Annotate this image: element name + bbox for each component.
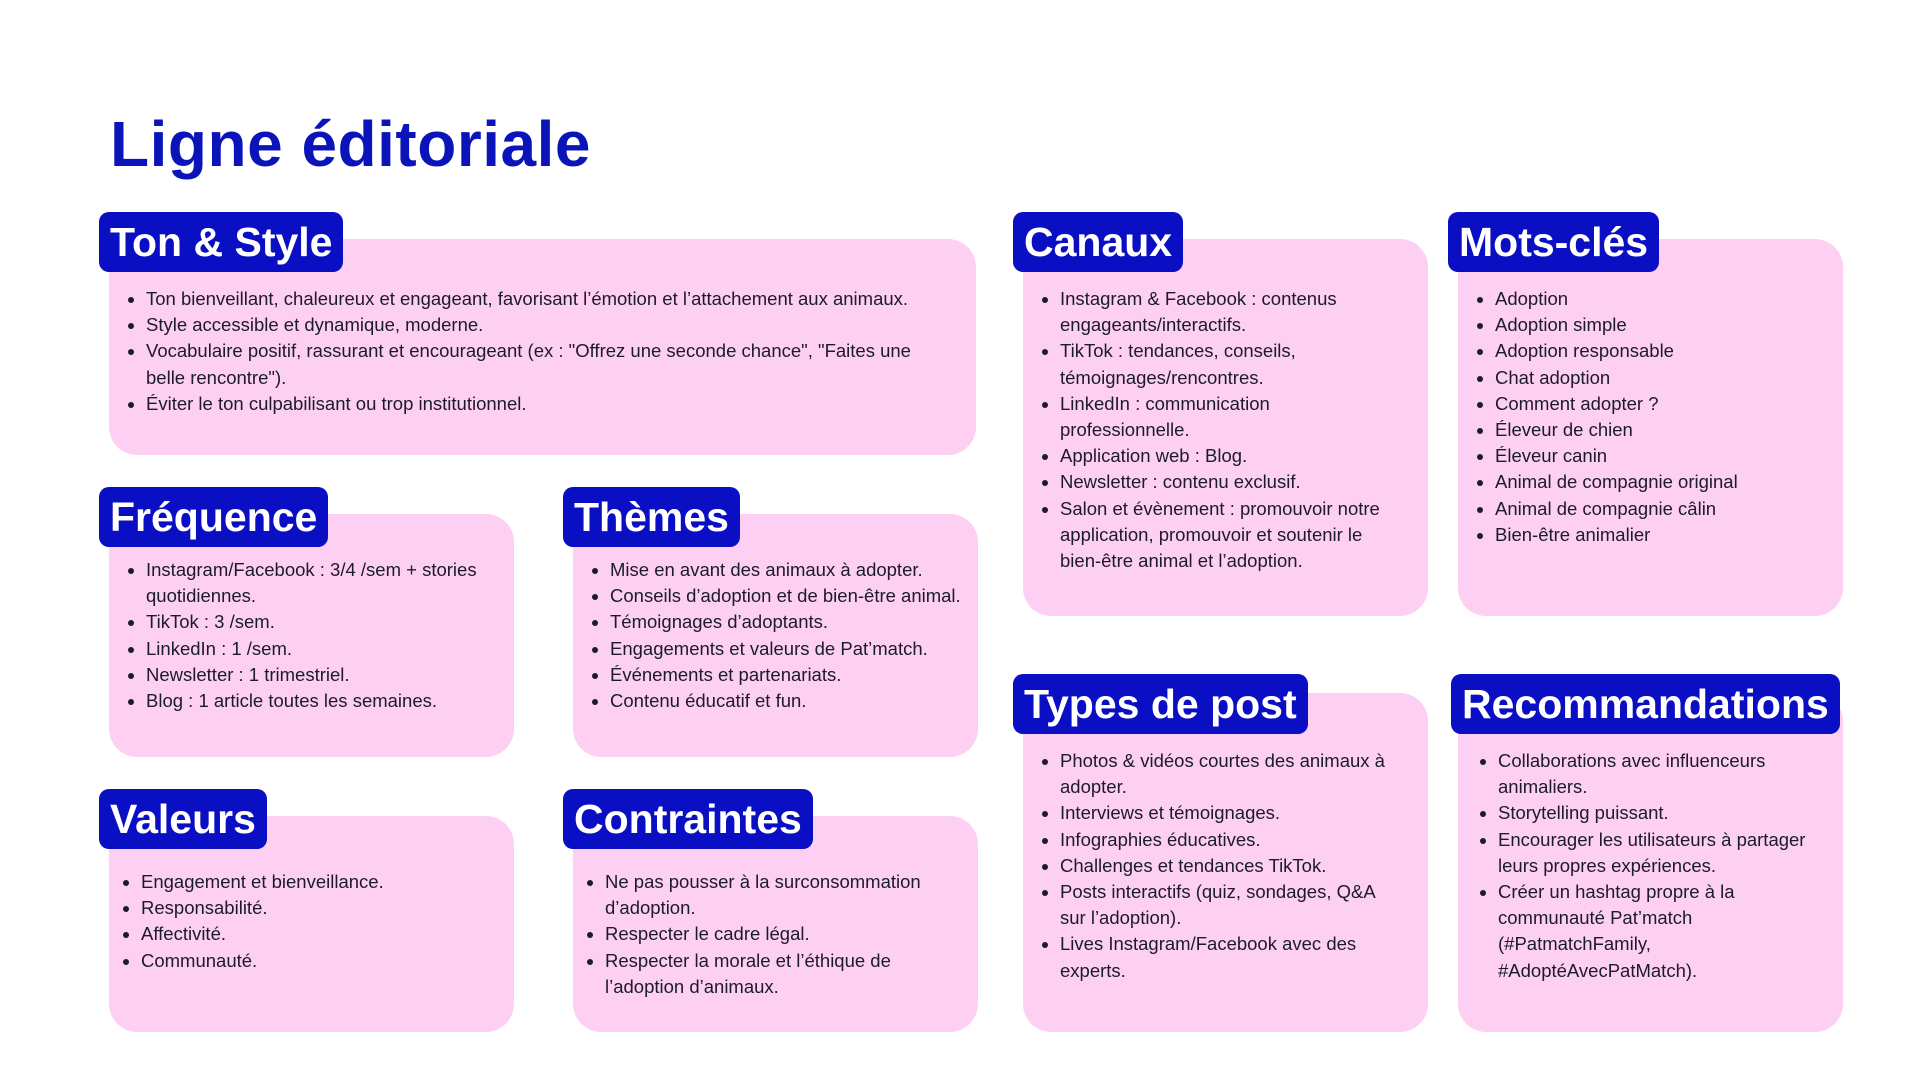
list-item: • Storytelling puissant. [1498,800,1843,826]
list-item: • Éleveur de chien [1495,417,1825,443]
list-item: • Contenu éducatif et fun. [610,688,980,714]
list-item: • Instagram & Facebook : contenus engageants/interactifs. [1060,286,1400,338]
list-item: • Comment adopter ? [1495,391,1825,417]
list-item: • Infographies éducatives. [1060,827,1405,853]
canaux-heading: Canaux [1013,212,1183,272]
list-item: • Style accessible et dynamique, moderne. [146,312,946,338]
recommandations-list [1458,748,1843,984]
recommandations-heading: Recommandations [1451,674,1840,734]
contraintes-heading: Contraintes [563,789,813,849]
frequence-card [109,514,514,757]
valeurs-heading: Valeurs [99,789,267,849]
list-item: • Adoption simple [1495,312,1825,338]
mots-cles-heading: Mots-clés [1448,212,1659,272]
list-item: • Newsletter : 1 trimestriel. [146,662,491,688]
list-item: • Événements et partenariats. [610,662,980,688]
ton-style-heading: Ton & Style [99,212,343,272]
list-item: • Posts interactifs (quiz, sondages, Q&A sur l’adoption). [1060,879,1405,931]
list-item: • LinkedIn : 1 /sem. [146,636,491,662]
list-item: • Newsletter : contenu exclusif. [1060,469,1400,495]
list-item: • TikTok : 3 /sem. [146,609,491,635]
list-item: • Application web : Blog. [1060,443,1400,469]
list-item: • Éleveur canin [1495,443,1825,469]
list-item: • Vocabulaire positif, rassurant et encourageant (ex : "Offrez une seconde chance", "Faites une belle rencontre"). [146,338,946,390]
themes-list [573,557,980,714]
list-item: • Photos & vidéos courtes des animaux à adopter. [1060,748,1405,800]
list-item: • Conseils d’adoption et de bien-être animal. [610,583,980,609]
list-item: • Interviews et témoignages. [1060,800,1405,826]
mots-cles-list [1458,286,1825,548]
types-post-card [1023,693,1428,1032]
list-item: • Affectivité. [141,921,486,947]
list-item: • LinkedIn : communication professionnelle. [1060,391,1400,443]
list-item: • TikTok : tendances, conseils, témoignages/rencontres. [1060,338,1400,390]
list-item: • Adoption [1495,286,1825,312]
frequence-list [109,557,491,714]
list-item: • Éviter le ton culpabilisant ou trop institutionnel. [146,391,946,417]
list-item: • Collaborations avec influenceurs animaliers. [1498,748,1843,800]
list-item: • Salon et évènement : promouvoir notre application, promouvoir et soutenir le bien-être animal et l’adoption. [1060,496,1400,575]
contraintes-list [573,869,965,1000]
list-item: • Communauté. [141,948,486,974]
list-item: • Encourager les utilisateurs à partager leurs propres expériences. [1498,827,1843,879]
list-item: • Lives Instagram/Facebook avec des experts. [1060,931,1405,983]
list-item: • Engagement et bienveillance. [141,869,486,895]
themes-heading: Thèmes [563,487,740,547]
recommandations-card [1458,693,1843,1032]
frequence-heading: Fréquence [99,487,328,547]
types-post-list [1023,748,1405,984]
list-item: • Engagements et valeurs de Pat’match. [610,636,980,662]
valeurs-list [109,869,486,974]
list-item: • Ne pas pousser à la surconsommation d’adoption. [605,869,965,921]
list-item: • Témoignages d’adoptants. [610,609,980,635]
page-title: Ligne éditoriale [110,108,591,180]
list-item: • Respecter la morale et l’éthique de l’adoption d’animaux. [605,948,965,1000]
list-item: • Respecter le cadre légal. [605,921,965,947]
themes-card [573,514,978,757]
list-item: • Animal de compagnie original [1495,469,1825,495]
ton-style-list [109,286,946,417]
list-item: • Responsabilité. [141,895,486,921]
canaux-card [1023,239,1428,616]
list-item: • Créer un hashtag propre à la communauté Pat’match (#PatmatchFamily, #AdoptéAvecPatMatch). [1498,879,1843,984]
list-item: • Chat adoption [1495,365,1825,391]
types-post-heading: Types de post [1013,674,1308,734]
mots-cles-card [1458,239,1843,616]
list-item: • Blog : 1 article toutes les semaines. [146,688,491,714]
list-item: • Bien-être animalier [1495,522,1825,548]
list-item: • Challenges et tendances TikTok. [1060,853,1405,879]
list-item: • Adoption responsable [1495,338,1825,364]
list-item: • Animal de compagnie câlin [1495,496,1825,522]
canaux-list [1023,286,1400,574]
list-item: • Mise en avant des animaux à adopter. [610,557,980,583]
list-item: • Ton bienveillant, chaleureux et engageant, favorisant l’émotion et l’attachement aux animaux. [146,286,946,312]
list-item: • Instagram/Facebook : 3/4 /sem + stories quotidiennes. [146,557,491,609]
